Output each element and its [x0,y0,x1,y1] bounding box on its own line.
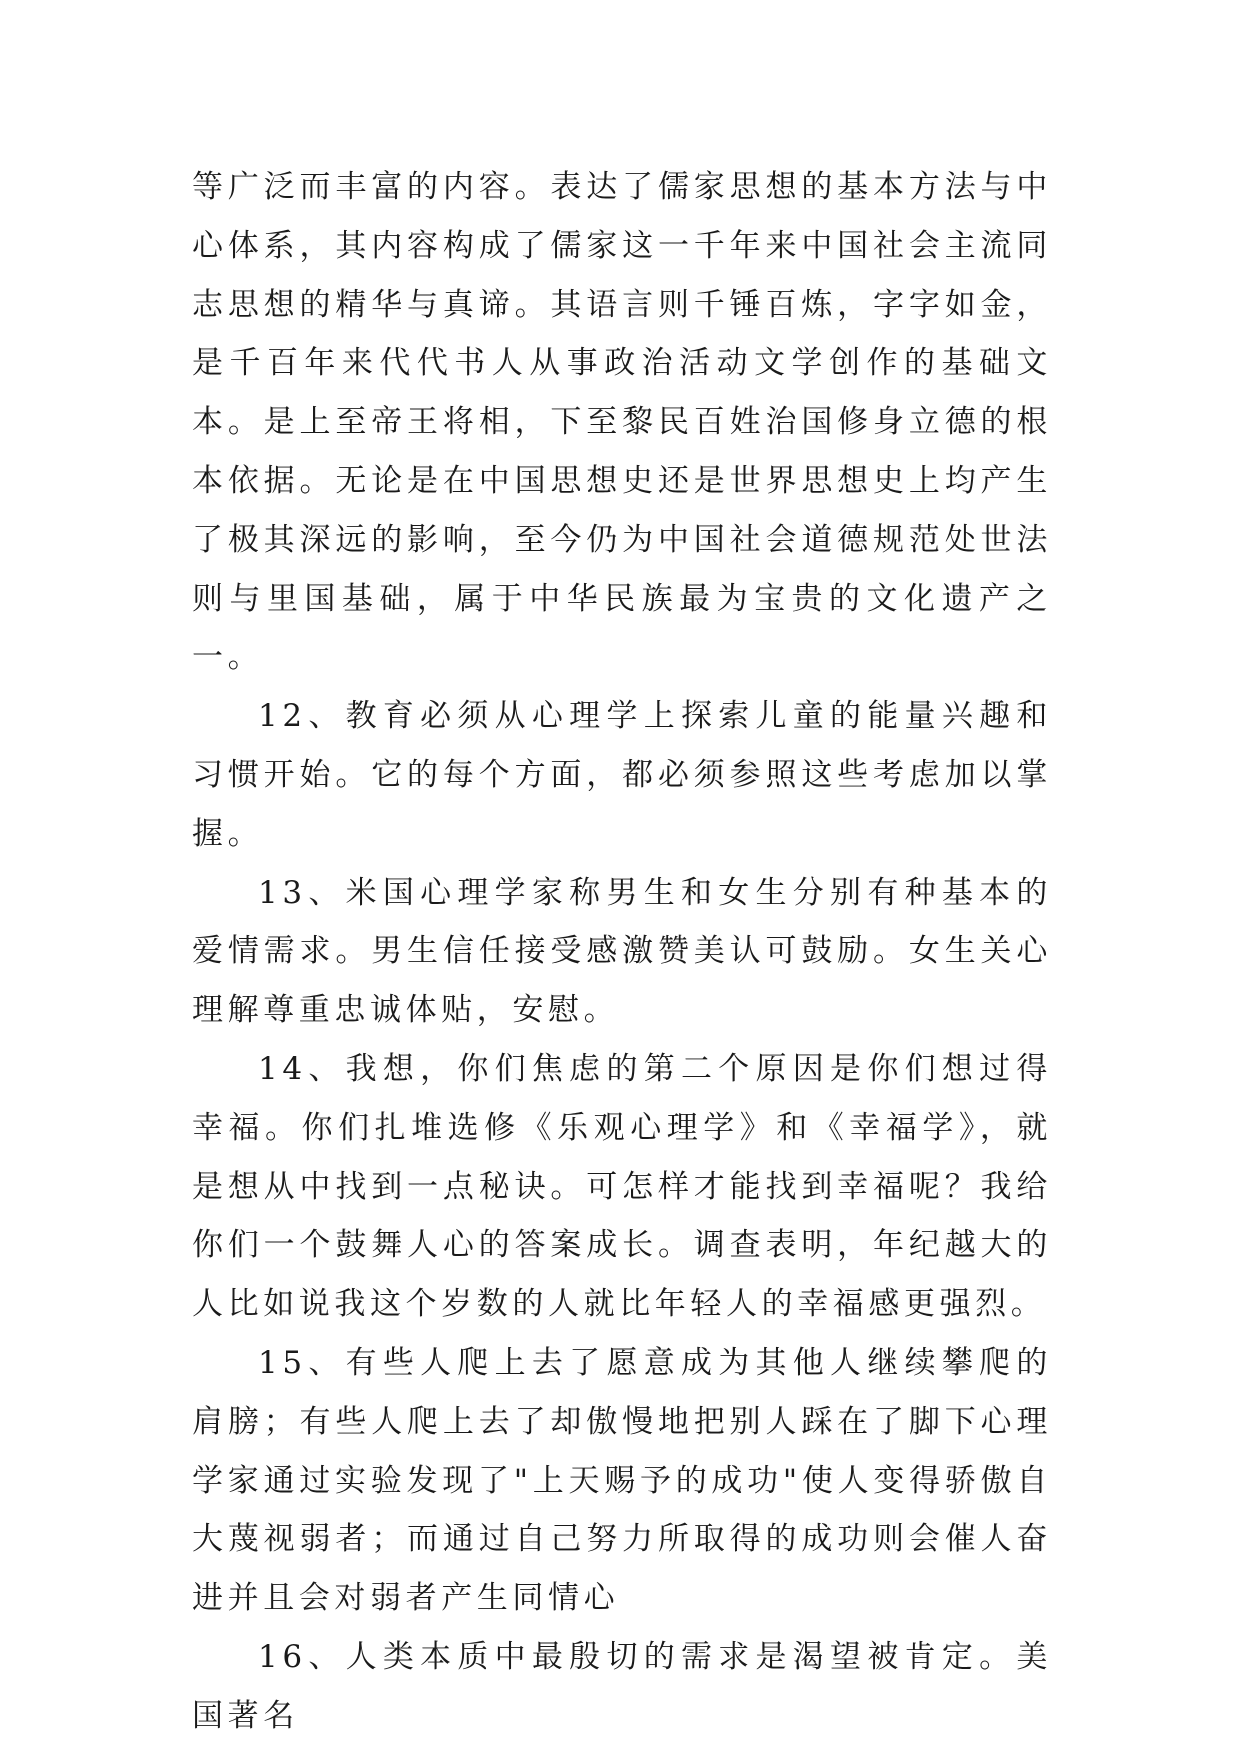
paragraph-item-14: 14、我想，你们焦虑的第二个原因是你们想过得幸福。你们扎堆选修《乐观心理学》和《幸福学》，就是想从中找到一点秘诀。可怎样才能找到幸福呢？我给你们一个鼓舞人心的答案成长。调查表明，年纪越大的人比如说我这个岁数的人就比年轻人的幸福感更强烈。 [192,1050,1052,1323]
paragraph-item-16: 16、人类本质中最殷切的需求是渴望被肯定。美国著名 [192,1638,1052,1734]
paragraph-item-13: 13、米国心理学家称男生和女生分别有种基本的爱情需求。男生信任接受感激赞美认可鼓励。女生关心理解尊重忠诚体贴，安慰。 [192,874,1052,1029]
paragraph-continuation: 等广泛而丰富的内容。表达了儒家思想的基本方法与中心体系，其内容构成了儒家这一千年来中国社会主流同志思想的精华与真谛。其语言则千锤百炼，字字如金，是千百年来代代书人从事政治活动文学创作的基础文本。是上至帝王将相，下至黎民百姓治国修身立德的根本依据。无论是在中国思想史还是世界思想史上均产生了极其深远的影响，至今仍为中国社会道德规范处世法则与里国基础，属于中华民族最为宝贵的文化遗产之一。 [192,169,1052,676]
paragraph-item-12: 12、教育必须从心理学上探索儿童的能量兴趣和习惯开始。它的每个方面，都必须参照这些考虑加以掌握。 [192,698,1052,852]
paragraph-item-15: 15、有些人爬上去了愿意成为其他人继续攀爬的肩膀；有些人爬上去了却傲慢地把别人踩在了脚下心理学家通过实验发现了"上天赐予的成功"使人变得骄傲自大蔑视弱者；而通过自己努力所取得的成功则会催人奋进并且会对弱者产生同情心 [192,1344,1052,1617]
document-body [192,158,1052,1746]
